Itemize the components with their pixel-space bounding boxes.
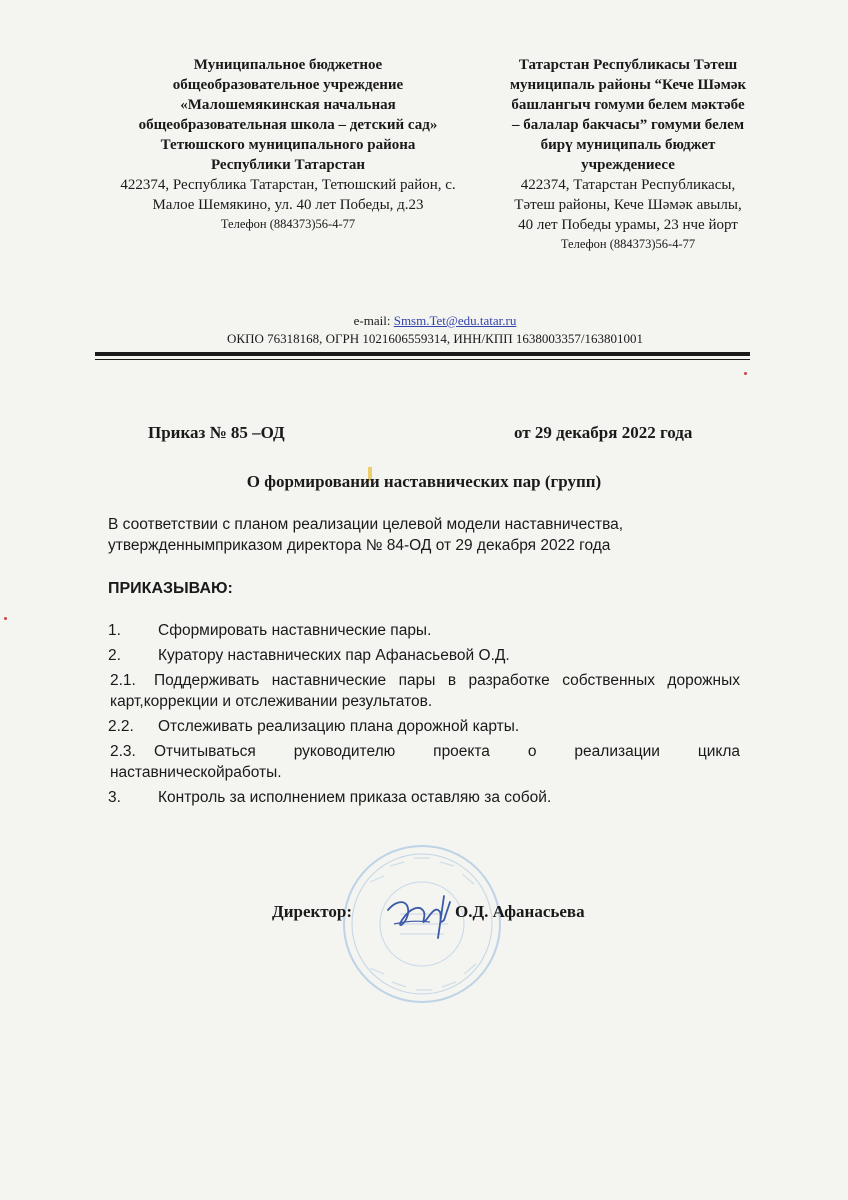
- scan-dot-mark: [744, 372, 747, 375]
- header-left-line1: Муниципальное бюджетное: [193, 57, 383, 73]
- order-command: ПРИКАЗЫВАЮ:: [108, 580, 233, 597]
- header-left-phone: Телефон (884373)56-4-77: [220, 217, 356, 231]
- order-item-text: Сформировать наставнические пары.: [158, 622, 432, 639]
- order-item-number: 2.3.: [110, 743, 136, 760]
- scan-dot-mark-left: [4, 617, 7, 620]
- order-item: [108, 645, 740, 666]
- order-item: [108, 670, 740, 712]
- order-item-text: Отчитываться руководителю проекта о реализации цикла наставническойработы.: [110, 743, 740, 781]
- header-right-address1: 422374, Татарстан Республикасы,: [520, 177, 736, 193]
- order-intro-line2: утвержденнымприказом директора № 84-ОД от 29 декабря 2022 года: [108, 537, 611, 554]
- order-item: [108, 716, 740, 737]
- header-left-address: 422374, Республика Татарстан, Тетюшский район, с. Малое Шемякино, ул. 40 лет Победы, д.23: [120, 177, 456, 213]
- signatory-name: О.Д. Афанасьева: [455, 902, 585, 921]
- header-right-address2: Тәтеш районы, Кече Шәмәк авылы,: [514, 197, 742, 213]
- order-date: от 29 декабря 2022 года: [514, 423, 693, 442]
- header-left-line2: общеобразовательное учреждение: [172, 77, 404, 93]
- order-title: О формировании наставнических пар (групп): [246, 472, 602, 491]
- registration-codes: ОКПО 76318168, ОГРН 1021606559314, ИНН/КПП 1638003357/163801001: [227, 331, 643, 346]
- signature-icon: [380, 890, 460, 945]
- order-item-text: Куратору наставнических пар Афанасьевой О.Д.: [158, 647, 510, 664]
- signatory-title: Директор:: [272, 902, 353, 921]
- header-right-line2: муниципаль районы “Кече Шәмәк: [509, 77, 747, 93]
- order-item-text: Отслеживать реализацию плана дорожной карты.: [158, 718, 520, 735]
- order-items-list: [108, 620, 740, 812]
- header-right-phone: Телефон (884373)56-4-77: [560, 237, 696, 251]
- order-item-text: Контроль за исполнением приказа оставляю за собой.: [158, 789, 552, 806]
- header-left-line3: «Малошемякинская начальная: [180, 97, 396, 113]
- order-item: [108, 620, 740, 641]
- order-item-number: 2.2.: [108, 718, 134, 735]
- order-item: [108, 741, 740, 783]
- email-link[interactable]: Smsm.Tet@edu.tatar.ru: [393, 313, 517, 328]
- header-right-block: [488, 55, 768, 253]
- order-item-number: 1.: [108, 622, 121, 639]
- order-item-number: 2.1.: [110, 672, 136, 689]
- header-right-line3: башлангыч гомуми белем мәктәбе: [511, 97, 745, 113]
- header-right-address3: 40 лет Победы урамы, 23 нче йорт: [518, 217, 738, 233]
- order-item-text: Поддерживать наставнические пары в разработке собственных дорожных карт,коррекции и отслеживании результатов.: [110, 672, 740, 710]
- order-item: [108, 787, 740, 808]
- header-right-line6: учреждениесе: [581, 157, 675, 173]
- email-label: e-mail:: [353, 313, 394, 328]
- order-item-number: 2.: [108, 647, 121, 664]
- header-divider-thick: [95, 352, 750, 356]
- contacts-block: [0, 312, 848, 348]
- order-intro: [108, 514, 748, 556]
- header-left-line6: Республики Татарстан: [210, 157, 366, 173]
- header-right-line4: – балалар бакчасы” гомуми белем: [511, 117, 745, 133]
- order-number: Приказ № 85 –ОД: [148, 423, 285, 442]
- header-left-line4: общеобразовательная школа – детский сад»: [138, 117, 438, 133]
- email-line: [0, 312, 848, 330]
- header-right-line5: бирү муниципаль бюджет: [540, 137, 716, 153]
- header-left-block: [108, 55, 468, 233]
- header-left-line5: Тетюшского муниципального района: [160, 137, 416, 153]
- order-intro-line1: В соответствии с планом реализации целевой модели наставничества,: [108, 516, 624, 533]
- order-item-number: 3.: [108, 789, 121, 806]
- header-right-line1: Татарстан Республикасы Тәтеш: [518, 57, 738, 73]
- header-divider-thin: [95, 359, 750, 360]
